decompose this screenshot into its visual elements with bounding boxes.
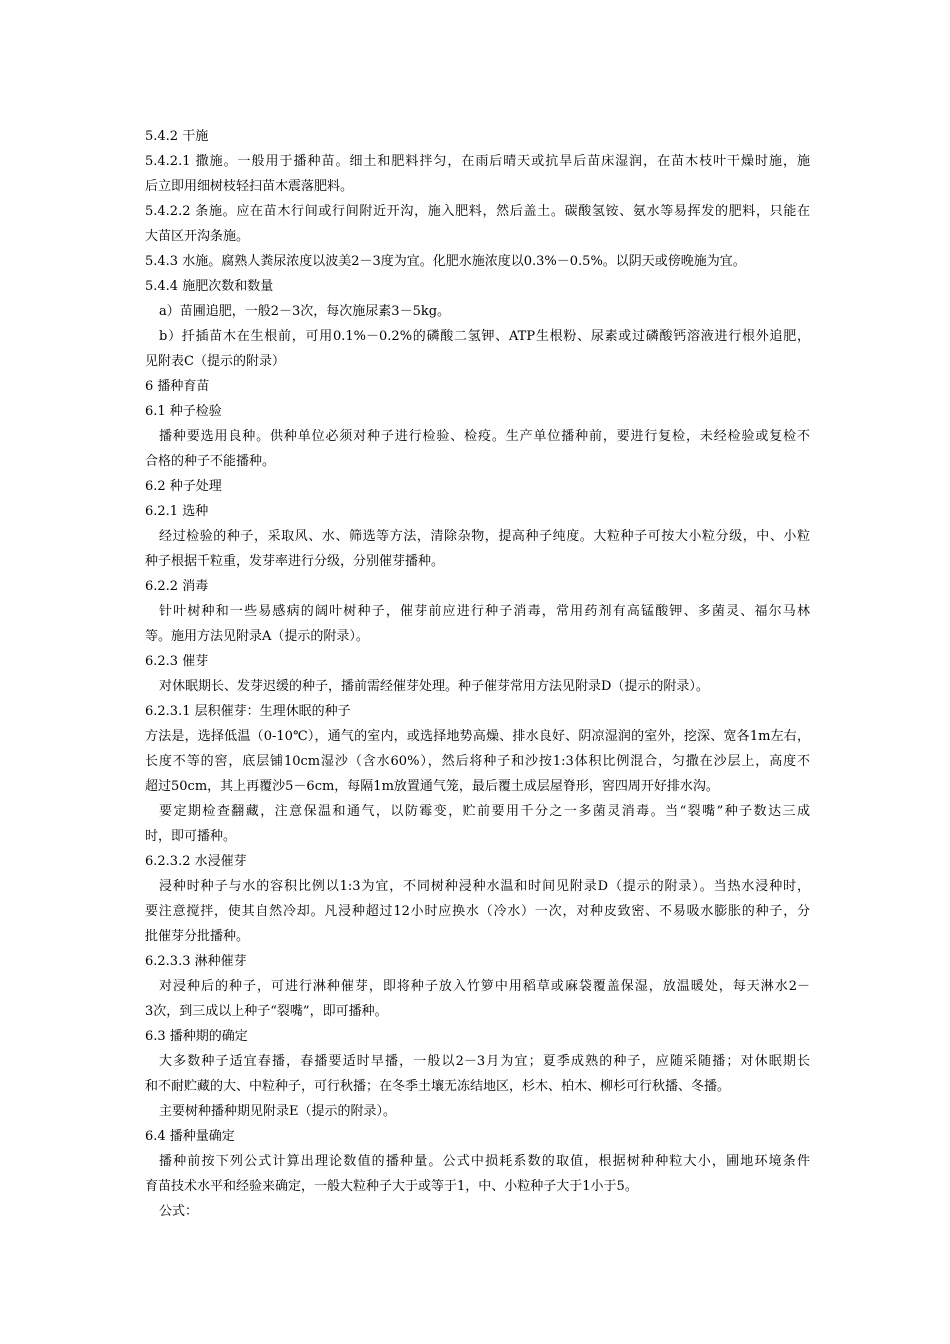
document-page xyxy=(145,124,810,1224)
text-line: 5.4.2.2 条施。应在苗木行间或行间附近开沟，施入肥料，然后盖土。碳酸氢铵、氨水等易挥发的肥料，只能在 xyxy=(145,204,810,219)
text-line: 等。施用方法见附录A（提示的附录）。 xyxy=(145,629,369,644)
text-line: 播种前按下列公式计算出理论数值的播种量。公式中损耗系数的取值，根据树种种粒大小，圃地环境条件 xyxy=(159,1154,810,1169)
heading-6-2-3-3: 6.2.3.3 淋种催芽 xyxy=(145,954,247,969)
text-line: 浸种时种子与水的容积比例以1:3为宜，不同树种浸种水温和时间见附录D（提示的附录）。当热水浸种时， xyxy=(159,879,810,894)
text-line: 时，即可播种。 xyxy=(145,829,237,844)
text-line: 播种要选用良种。供种单位必须对种子进行检验、检疫。生产单位播种前，要进行复检，未经检验或复检不 xyxy=(159,429,810,444)
text-line: 和不耐贮藏的大、中粒种子，可行秋播；在冬季土壤无冻结地区，杉木、柏木、柳杉可行秋播、冬播。 xyxy=(145,1079,731,1094)
text-line: 超过50cm，其上再覆沙5－6cm，每隔1m放置通气笼，最后覆土成层屋脊形，窖四周开好排水沟。 xyxy=(145,779,719,794)
text-line: 大多数种子适宜春播，春播要适时早播，一般以2－3月为宜；夏季成熟的种子，应随采随播；对休眠期长 xyxy=(159,1054,810,1069)
heading-5-4-4: 5.4.4 施肥次数和数量 xyxy=(145,279,274,294)
text-line: 合格的种子不能播种。 xyxy=(145,454,276,469)
text-line: 5.4.2.1 撒施。一般用于播种苗。细土和肥料拌匀，在雨后晴天或抗旱后苗床湿润，在苗木枝叶干燥时施，施 xyxy=(145,154,810,169)
text-line: 要定期检查翻藏，注意保温和通气，以防霉变，贮前要用千分之一多菌灵消毒。当“裂嘴”种子数达三成 xyxy=(159,804,810,819)
formula-label: 公式： xyxy=(159,1204,199,1219)
text-line: 大苗区开沟条施。 xyxy=(145,229,250,244)
text-line: 长度不等的窖，底层铺10cm湿沙（含水60%），然后将种子和沙按1:3体积比例混合，匀撒在沙层上，高度不 xyxy=(145,754,810,769)
heading-6-2-3-1: 6.2.3.1 层积催芽：生理休眠的种子 xyxy=(145,704,351,719)
heading-6-2-3-2: 6.2.3.2 水浸催芽 xyxy=(145,854,247,869)
list-item-a: a）苗圃追肥，一般2－3次，每次施尿素3－5kg。 xyxy=(159,304,451,319)
heading-6-2-3: 6.2.3 催芽 xyxy=(145,654,209,669)
text-line: 后立即用细树枝轻扫苗木震落肥料。 xyxy=(145,179,354,194)
heading-6: 6 播种育苗 xyxy=(145,379,210,394)
heading-6-2-1: 6.2.1 选种 xyxy=(145,504,209,519)
text-line: 要注意搅拌，使其自然冷却。凡浸种超过12小时应换水（冷水）一次，对种皮致密、不易吸水膨胀的种子，分 xyxy=(145,904,810,919)
text-line: 针叶树种和一些易感病的阔叶树种子，催芽前应进行种子消毒，常用药剂有高锰酸钾、多菌灵、福尔马林 xyxy=(159,604,810,619)
heading-6-3: 6.3 播种期的确定 xyxy=(145,1029,248,1044)
text-line: 经过检验的种子，采取风、水、筛选等方法，清除杂物，提高种子纯度。大粒种子可按大小粒分级，中、小粒 xyxy=(159,529,810,544)
text-line: 育苗技术水平和经验来确定，一般大粒种子大于或等于1，中、小粒种子大于1小于5。 xyxy=(145,1179,638,1194)
heading-6-4: 6.4 播种量确定 xyxy=(145,1129,235,1144)
text-line: 主要树种播种期见附录E（提示的附录）。 xyxy=(159,1104,396,1119)
heading-6-1: 6.1 种子检验 xyxy=(145,404,222,419)
text-line: 种子根据千粒重，发芽率进行分级，分别催芽播种。 xyxy=(145,554,445,569)
text-line: 方法是，选择低温（0-10℃），通气的室内，或选择地势高燥、排水良好、阴凉湿润的室外，挖深、宽各1m左右， xyxy=(145,729,810,744)
text-line: 见附表C（提示的附录） xyxy=(145,354,285,369)
text-line: 批催芽分批播种。 xyxy=(145,929,250,944)
text-line: 对休眠期长、发芽迟缓的种子，播前需经催芽处理。种子催芽常用方法见附录D（提示的附录）。 xyxy=(159,679,709,694)
text-line: 3次，到三成以上种子“裂嘴”，即可播种。 xyxy=(145,1004,388,1019)
list-item-b: b）扦插苗木在生根前，可用0.1%－0.2%的磷酸二氢钾、ATP生根粉、尿素或过磷酸钙溶液进行根外追肥， xyxy=(159,329,810,344)
heading-6-2: 6.2 种子处理 xyxy=(145,479,222,494)
text-line: 对浸种后的种子，可进行淋种催芽，即将种子放入竹箩中用稻草或麻袋覆盖保湿，放温暖处，每天淋水2－ xyxy=(159,979,810,994)
text-line: 5.4.3 水施。腐熟人粪尿浓度以波美2－3度为宜。化肥水施浓度以0.3%－0.5%。以阴天或傍晚施为宜。 xyxy=(145,254,746,269)
heading-5-4-2: 5.4.2 干施 xyxy=(145,129,209,144)
heading-6-2-2: 6.2.2 消毒 xyxy=(145,579,209,594)
